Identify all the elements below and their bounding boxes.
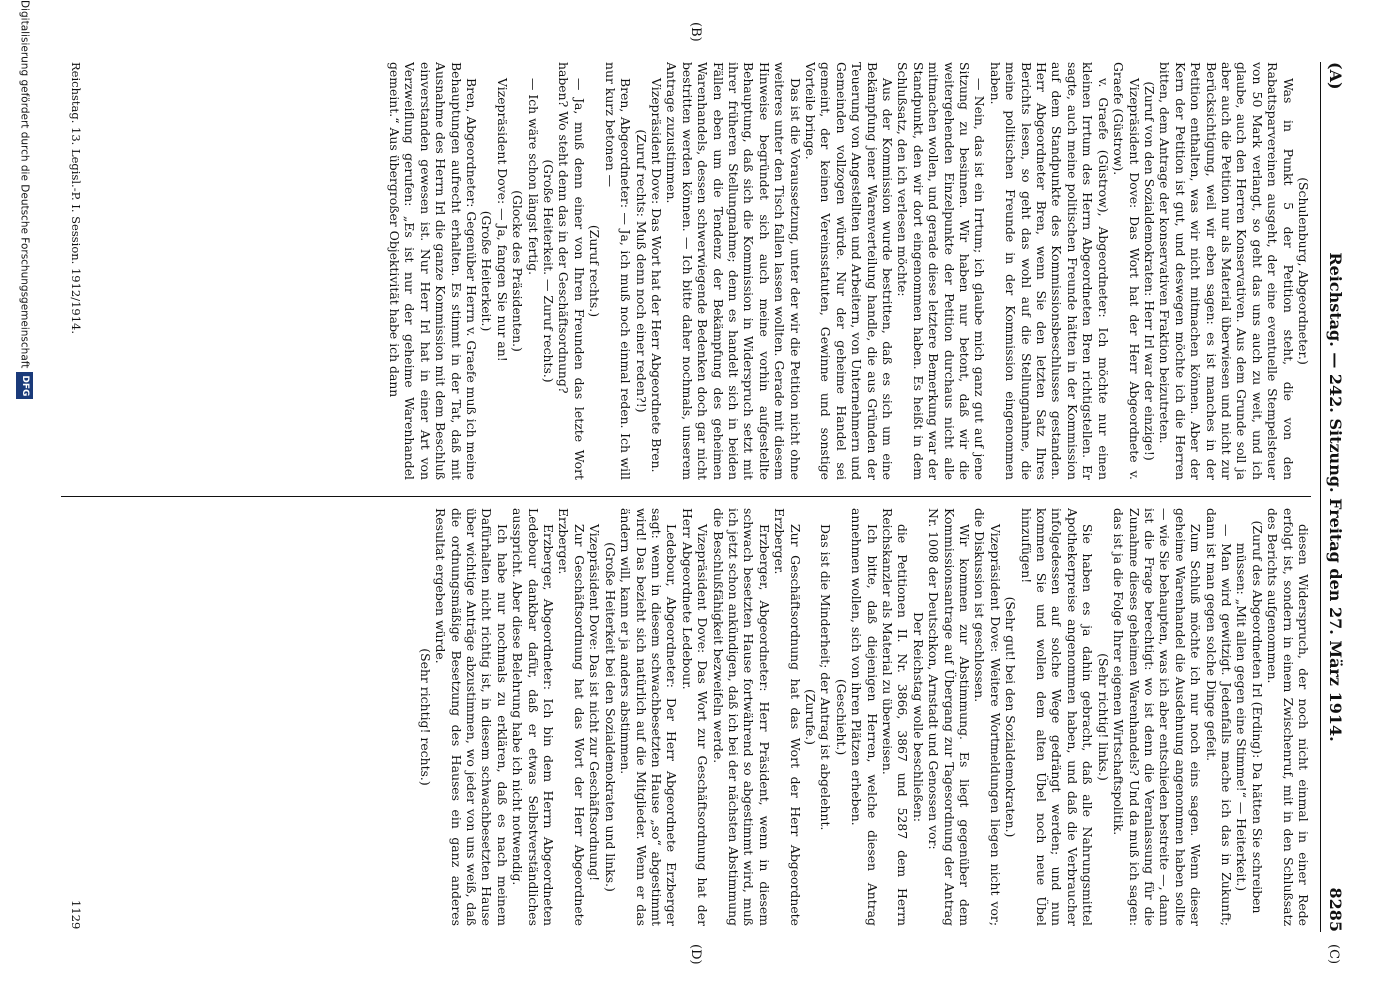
right-paragraph: (Zuruf des Abgeordneten Irl (Erding): Da hätten Sie schreiben müssen: „Mit allen gegen eine Stimme!“ — Heiterkeit.)	[1234, 520, 1265, 914]
left-paragraph: (Zuruf von den Sozialdemokraten: Herr Irl war der einzige!)	[1141, 81, 1157, 461]
right-paragraph: Vizepräsident Dove: Weitere Wortmeldungen liegen nicht vor; die Diskussion ist geschlossen.	[972, 508, 1003, 926]
footer-session-info: Reichstag. 13. Legisl.-P. I. Session. 1912/1914.	[69, 62, 83, 335]
right-paragraph: (Zurufe.)	[803, 688, 818, 746]
column-divider	[61, 496, 1311, 497]
left-paragraph: Bren, Abgeordneter: Gegenüber Herrn v. Graefe muß ich meine Behauptungen aufrecht erhalten. Es stimmt in der Tat, daß mit Ausnahme des Herrn Irl die ganze Kommission mit dem Beschluß einverstanden gewesen ist. Nur Herr Irl hat in einer Art von Verzweiflung gerufen: „Es ist nur der geheime Warenhandel gemeint.“ Aus übergroßer Objektivität habe ich dann	[387, 62, 480, 480]
right-paragraph: — Man wird gewitzigt. Jedenfalls mache ich das in Zukunft; dann ist man gegen solche Dinge gefeit.	[1203, 508, 1234, 926]
right-paragraph: (Sehr gut! bei den Sozialdemokraten.)	[1003, 596, 1019, 838]
right-paragraph: die Petitionen II. Nr. 3866, 3867 und 5287 dem Herrn Reichskanzler als Material zu überweisen.	[880, 508, 911, 926]
margin-marker-a: (A)	[1326, 62, 1345, 90]
right-paragraph: Erzberger, Abgeordneter: Ich bin dem Herrn Abgeordneten Ledebour dankbar dafür, daß er etwas Selbstverständliches ausspricht. Aber diese Belehrung habe ich nicht notwendig.	[510, 508, 557, 926]
digitization-text: Digitalisierung gefördert durch die Deutsche Forschungsgemeinschaft	[18, 0, 31, 369]
right-paragraph: Vizepräsident Dove: Das ist nicht zur Geschäftsordnung!	[587, 524, 603, 882]
right-paragraph: (Geschieht.)	[833, 678, 849, 756]
left-paragraph: Bren, Abgeordneter: — Ja, ich muß noch einmal reden. Ich will nur kurz betonen —	[602, 62, 634, 480]
left-paragraph: (Schulenburg, Abgeordneter.)	[1296, 177, 1311, 365]
left-paragraph: Vizepräsident Dove: — Ja, fangen Sie nur an!	[494, 78, 510, 362]
header-title: Reichstag. — 242. Sitzung. Freitag den 27. März 1914.	[1326, 252, 1345, 742]
right-paragraph: Zum Schluß möchte ich nur noch eins sagen. Wenn dieser geheime Warenhandel die Ausdehnung angenommen haben sollte — wie Sie behaupten, was ich aber entschieden bestreite —, dann ist die Frage berechtigt: wo ist denn die Veranlassung für die Zunahme dieses geheimen Warenhandels? Und da muß ich sagen: das ist ja die Folge Ihrer eigenen Wirtschaftspolitik.	[1111, 508, 1204, 926]
footer-page-number: 1129	[69, 900, 83, 930]
right-paragraph: (Sehr richtig! links.)	[1095, 653, 1111, 781]
right-paragraph: (Sehr richtig! rechts.)	[417, 648, 433, 786]
left-paragraph: (Große Heiterkeit. — Zuruf rechts.)	[541, 159, 557, 383]
left-paragraph: Was in Punkt 5 der Petition steht, die von den Rabattsparvereinen ausgeht, der eine eventuelle Stempelsteuer von 50 Mark verlangt, so geht das uns auch zu weit, und ich glaube, auch den Herren Konservativen. Aus dem Grunde soll ja aber auch die Petition nur als Material überwiesen und nicht zur Berücksichtigung, weil wir eben sagen: es ist manches in der Petition enthalten, was wir nicht mitmachen können. Aber der Kern der Petition ist gut, und deswegen möchte ich die Herren bitten, dem Antrage der konservativen Fraktion beizutreten.	[1157, 62, 1296, 480]
margin-marker-d: (D)	[688, 944, 703, 965]
left-text-column	[61, 62, 1311, 480]
left-paragraph: — Ich wäre schon längst fertig.	[525, 78, 541, 276]
left-paragraph: Das ist die Voraussetzung, unter der wir die Petition nicht ohne weiteres unter den Tisch fallen lassen wollten. Gerade mit diesem Hinweise begründet sich auch meine vorhin aufgestellte Behauptung, daß sich die Kommission in Widerspruch setzt mit ihrer früheren Stellungnahme; denn es handelt sich in beiden Fällen eben um die Tendenz der Bekämpfung des geheimen Warenhandels, dessen schwerwiegende Bedenken doch gar nicht bestritten werden können. — Ich bitte daher nochmals, unserem Antrage zuzustimmen.	[664, 62, 803, 480]
right-paragraph: Erzberger, Abgeordneter: Herr Präsident, wenn in diesem schwach besetzten Hause fortwährend so abgestimmt wird, muß ich jetzt schon ankündigen, daß ich bei der nächsten Abstimmung die Beschlußfähigkeit bezweifeln werde.	[710, 508, 772, 926]
left-paragraph: v. Graefe (Güstrow), Abgeordneter: Ich möchte nur einen kleinen Irrtum des Herrn Abgeordneten Bren richtigstellen. Er sagte, auch meine politischen Freunde hätten in der Kommission auf dem Standpunkte des Kommissionsbeschlusses gestanden. Herr Abgeordneter Bren, wenn Sie den letzten Satz Ihres Berichts lesen, so geht das wohl auf die Stellungnahme, die meine politischen Freunde in der Kommission eingenommen haben.	[987, 62, 1111, 480]
margin-marker-c: (C)	[1326, 944, 1341, 965]
left-paragraph: Vizepräsident Dove: Das Wort hat der Herr Abgeordnete Bren.	[648, 78, 664, 473]
right-paragraph: Ich habe nur nochmals zu erklären, daß es nach meinem Dafürhalten nicht richtig ist, in diesem schwachbesetzten Hause über wichtige Anträge abzustimmen, wo jeder von uns weiß, daß die ordnungsmäßige Besetzung des Hauses ein ganz anderes Resultat ergeben würde.	[433, 508, 510, 926]
right-text-column	[61, 508, 1311, 926]
left-paragraph: (Glocke des Präsidenten.)	[510, 190, 526, 352]
left-paragraph: — Ja, muß denn einer von Ihren Freunden das letzte Wort haben? Wo steht denn das in der Geschäftsordnung?	[556, 62, 587, 480]
right-paragraph: (Große Heiterkeit bei den Sozialdemokraten und links.)	[602, 542, 618, 892]
right-paragraph: Zur Geschäftsordnung hat das Wort der Herr Abgeordnete Erzberger.	[556, 508, 587, 926]
dfg-logo: DFG	[16, 372, 33, 399]
right-paragraph: Ledebour, Abgeordneter: Der Herr Abgeordnete Erzberger sagt: wenn in diesem schwachbesetzten Hause „so“ abgestimmt wird! Das bezieht sich natürlich auf die Mitglieder. Wenn er das ändern will, kann er ja anders abstimmen.	[618, 508, 680, 926]
digitization-credit	[16, 0, 33, 1000]
right-paragraph: Zur Geschäftsordnung hat das Wort der Herr Abgeordnete Erzberger.	[772, 508, 803, 926]
right-paragraph: Wir kommen zur Abstimmung. Es liegt gegenüber dem Kommissionsantrage auf Übergang zur Tagesordnung der Antrag Nr. 1008 der Deutschkon, Arnstadt und Genossen vor:	[926, 508, 973, 926]
left-paragraph: (Zuruf rechts: Muß denn noch einer reden?!)	[633, 129, 649, 413]
left-paragraph: (Zuruf rechts.)	[587, 224, 603, 318]
left-paragraph: Aus der Kommission wurde bestritten, daß es sich um eine Bekämpfung jener Warenverteilung handle, die aus Gründen der Teuerung von Angestellten und Arbeitern, von Unternehmern und Gemeinden vollzogen würde. Nur der geheime Handel sei gemeint, der keinen Vereinsstatuten, Gewinne und sonstige Vorteile bringe.	[803, 62, 896, 480]
left-paragraph: (Große Heiterkeit.)	[479, 210, 495, 332]
left-paragraph: — Nein, das ist ein Irrtum; ich glaube mich ganz gut auf jene Sitzung zu besinnen. Wir haben nur betont, daß wir die weitergehenden Einzelpunkte der Petition durchaus nicht alle mitmachen wollen, und gerade diese letztere Bemerkung war der Standpunkt, den wir dort eingenommen haben. Es heißt in dem Schlußsatz, den ich verlesen möchte:	[895, 62, 988, 480]
page-number: 8285	[1326, 887, 1345, 932]
right-paragraph: Sie haben es ja dahin gebracht, daß alle Nahrungsmittel Apothekerpreise angenommen haben, und daß die Verbraucher infolgedessen auf solche Wege gedrängt werden; und nun kommen Sie und wollen dem alten Übel noch neue Übel hinzufügen!	[1018, 508, 1096, 926]
right-paragraph: Das ist die Minderheit; der Antrag ist abgelehnt.	[818, 524, 834, 831]
page-header	[1320, 62, 1343, 932]
left-paragraph: Vizepräsident Dove: Das Wort hat der Herr Abgeordnete v. Graefe (Güstrow).	[1111, 62, 1142, 480]
right-paragraph: diesen Widerspruch, der noch nicht einmal in einer Rede erfolgt ist, sondern in einem Zwischenruf, mit in den Schlußsatz des Berichts aufgenommen.	[1265, 508, 1311, 926]
right-paragraph: Vizepräsident Dove: Das Wort zur Geschäftsordnung hat der Herr Abgeordnete Ledebour.	[679, 508, 711, 926]
right-paragraph: Ich bitte, daß diejenigen Herren, welche diesen Antrag annehmen wollen, sich von ihren Plätzen erheben.	[849, 508, 880, 926]
margin-marker-b: (B)	[688, 22, 703, 42]
right-paragraph: Der Reichstag wolle beschließen:	[910, 611, 926, 823]
